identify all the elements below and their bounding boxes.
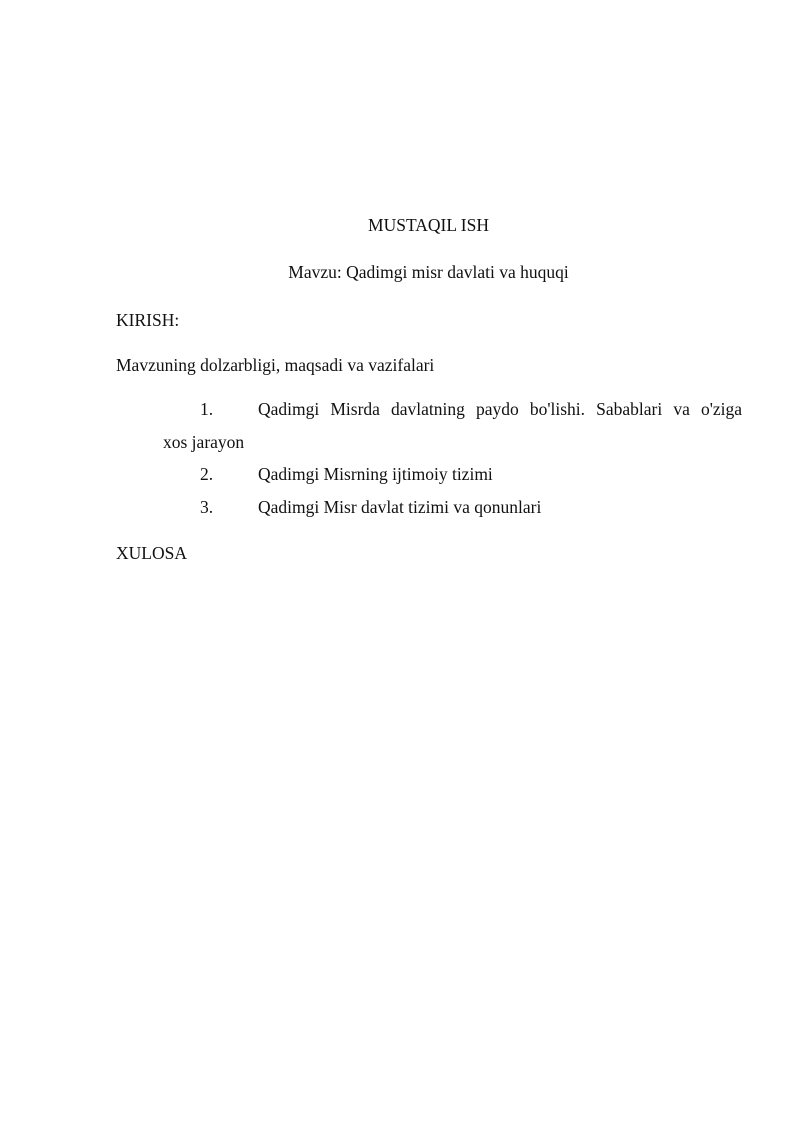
document-title: MUSTAQIL ISH bbox=[368, 215, 489, 235]
list-item-text: Qadimgi Misrda davlatning paydo bo'lishi. Sabablari va o'ziga bbox=[258, 399, 742, 419]
list-item-text: Qadimgi Misrning ijtimoiy tizimi bbox=[258, 464, 493, 484]
list-item-number: 2. bbox=[200, 464, 214, 484]
list-item-text-continuation: xos jarayon bbox=[163, 432, 245, 452]
list-item-text: Qadimgi Misr davlat tizimi va qonunlari bbox=[258, 497, 542, 517]
introduction-subtitle: Mavzuning dolzarbligi, maqsadi va vazifalari bbox=[116, 355, 435, 375]
document-topic: Mavzu: Qadimgi misr davlati va huquqi bbox=[288, 262, 569, 282]
list-item-number: 3. bbox=[200, 497, 214, 517]
conclusion-heading: XULOSA bbox=[116, 543, 187, 563]
list-item-number: 1. bbox=[200, 399, 214, 419]
introduction-heading: KIRISH: bbox=[116, 310, 180, 330]
